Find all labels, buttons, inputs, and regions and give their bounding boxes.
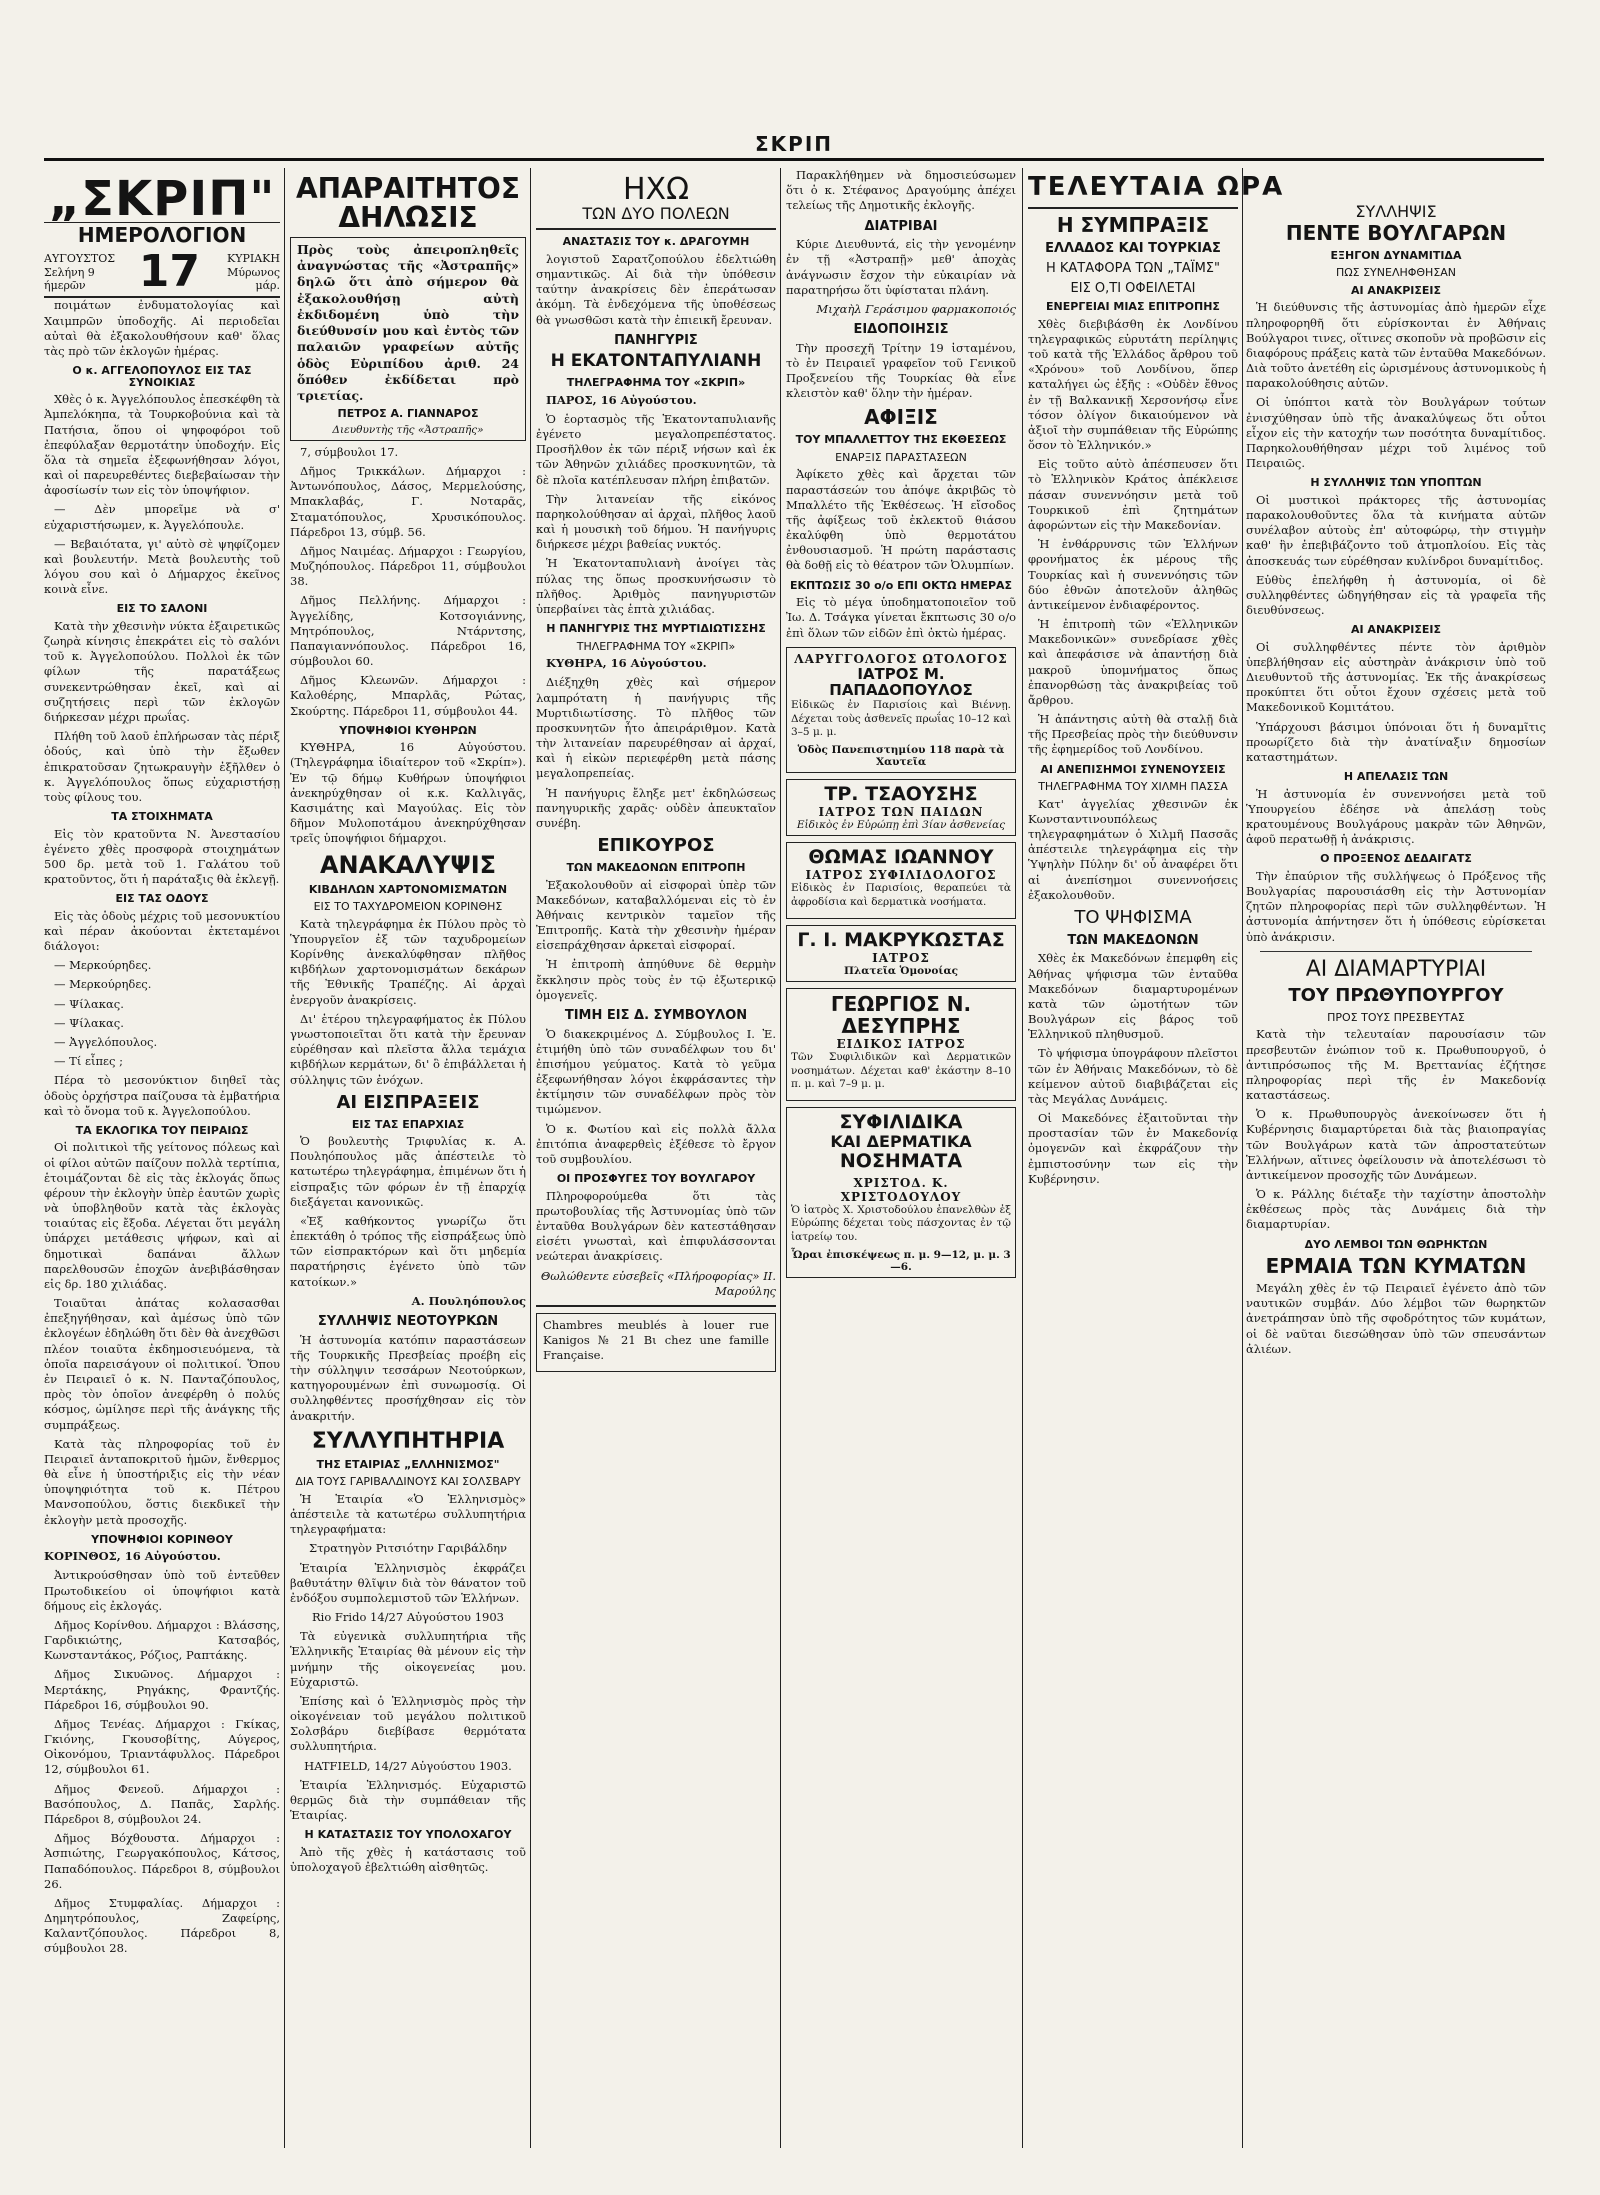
heading-telegram-2: ΤΗΛΕΓΡΑΦΗΜΑ ΤΟΥ «ΣΚΡΙΠ» [576, 639, 736, 653]
column-3: ΗΧΩ ΤΩΝ ΔΥΟ ΠΟΛΕΩΝ ΑΝΑΣΤΑΣΙΣ ΤΟΥ κ. ΔΡΑΓΟΥΜΗ λογιστοῦ Σαρατζοπούλου ἐδελτιώθη σημαντικῶς. Αἱ διὰ τὴν ὑπόθεσιν ταύτην ἀνακρίσεις δὲν ἐπεράτωσαν ἀκόμη. Τὰ ἐνδεχόμενα τῆς ὑποθέσεως θὰ γνωσθῶσι κατὰ τὴν ἐπιεικῆ ἔρευναν. ΠΑΝΗΓΥΡΙΣ Η ΕΚΑΤΟΝΤΑΠΥΛΙΑΝΗ ΤΗΛΕΓΡΑΦΗΜΑ ΤΟΥ «ΣΚΡΙΠ» ΠΑΡΟΣ, 16 Αὐγούστου. Ὁ ἑορτασμὸς τῆς Ἑκατονταπυλιανῆς ἐγένετο μεγαλοπρεπέστατος. Προσῆλθον ἐκ τῶν πέριξ νήσων καὶ ἐκ τῶν Ἀθηνῶν χιλιάδες προσκυνητῶν, τὰ δὲ πλοῖα κατέπλευσαν πλήρη ἐπιβατῶν. Τὴν λιτανείαν τῆς εἰκόνος παρηκολούθησαν αἱ ἀρχαὶ, πλῆθος λαοῦ καὶ ἡ μουσικὴ τοῦ δήμου. Ἡ πανήγυρις διήρκεσε μέχρι βαθείας νυκτός. Ἡ Ἑκατονταπυλιανὴ ἀνοίγει τὰς πύλας της ὅπως προσκυνήσωσιν τὸ πλῆθος. Ἀριθμὸς πανηγυριστῶν ὑπερβαίνει τὰς ἑπτὰ χιλιάδας. Η ΠΑΝΗΓΥΡΙΣ ΤΗΣ ΜΥΡΤΙΔΙΩΤΙΣΣΗΣ ΤΗΛΕΓΡΑΦΗΜΑ ΤΟΥ «ΣΚΡΙΠ» ΚΥΘΗΡΑ, 16 Αὐγούστου. Διέξηχθη χθὲς καὶ σήμερον λαμπρότατη ἡ πανήγυρις τῆς Μυρτιδιωτίσσης. Τὸ πλῆθος τῶν προσκυνητῶν ἦτο ἀπειράριθμον. Κατὰ τὴν λιτανείαν παρευρέθησαν αἱ ἀρχαί, καὶ ἡ εἰκὼν περιεφέρθη μετὰ πάσης μεγαλοπρεπείας. Ἡ πανήγυρις ἔληξε μετ' ἐκδηλώσεως πανηγυρικῆς χαρᾶς· οὐδὲν ἀπευκταῖον συνέβη. ΕΠΙΚΟΥΡΟΣ ΤΩΝ ΜΑΚΕΔΟΝΩΝ ΕΠΙΤΡΟΠΗ Ἐξακολουθοῦν αἱ εἰσφοραὶ ὑπὲρ τῶν Μακεδόνων, καταβαλλόμεναι εἰς τὸ ἐν Ἀθήναις κεντρικὸν ταμεῖον τῆς Ἐπιτροπῆς. Κατὰ τὴν χθεσινὴν ἡμέραν εἰσεπράχθησαν ἀρκεταὶ εἰσφοραί. Ἡ ἐπιτροπὴ ἀπηύθυνε δὲ θερμὴν ἔκκλησιν πρὸς τοὺς ἐν τῷ ἐξωτερικῷ ὁμογενεῖς. ΤΙΜΗ ΕΙΣ Δ. ΣΥΜΒΟΥΛΟΝ Ὁ διακεκριμένος Δ. Σύμβουλος Ι. Ἐ. ἐτιμήθη ὑπὸ τῶν συναδέλφων του δι' ἐπισήμου γεύματος. Κατὰ τὸ γεῦμα ἐξεφωνήθησαν λόγοι ἐκφράσαντες τὴν ἐκτίμησιν τῶν συναδέλφων πρὸς τὸν τιμώμενον. Ὁ κ. Φωτίου καὶ εἰς πολλὰ ἄλλα ἐπιτόπια ἀναφερθεὶς ἐξέθεσε τὸ ἔργον τοῦ συμβουλίου. ΟΙ ΠΡΟΣΦΥΓΕΣ ΤΟΥ ΒΟΥΛΓΑΡΟΥ Πληροφορούμεθα ὅτι τὰς πρωτοβουλίας τῆς Ἀστυνομίας ὑπὸ τῶν ἐνταῦθα Βουλγάρων δὲν κατεστάθησαν εἰσέτι γνωσταὶ, καὶ ἐπιφυλάσσονται νεώτεραι ἀνακρίσεις. Θωλώθεντε εὐσεβεῖς «Πλήροφορίας» ΙΙ. Μαρούλης Chambres meublés à louer rue Kanigos № 21 Bι chez une famille Française. [536, 168, 776, 2148]
month: ΑΥΓΟΥΣΤΟΣ [44, 251, 116, 265]
advert-name: ΙΑΤΡΟΣ Μ. ΠΑΠΑΔΟΠΟΥΛΟΣ [829, 664, 973, 700]
headline-echo: ΗΧΩ [622, 172, 690, 207]
advert-ioannou: ΘΩΜΑΣ ΙΩΑΝΝΟΥ ΙΑΤΡΟΣ ΣΥΦΙΛΙΔΟΛΟΓΟΣ Εἰδικὸς ἐν Παρισίοις, θεραπεύει τὰ ἀφροδίσια καὶ δερματικὰ νοσήματα. [786, 842, 1016, 919]
heading-festival: ΠΑΝΗΓΥΡΙΣ [614, 332, 698, 348]
headline-last-hour: ΤΕΛΕΥΤΑΙΑ ΩΡΑ [1028, 172, 1285, 202]
heading-resolution: ΤΟ ΨΗΦΙΣΜΑ [1074, 906, 1192, 928]
weekday: ΚΥΡΙΑΚΗ [227, 251, 280, 265]
advert-name: ΓΕΩΡΓΙΟΣ Ν. ΔΕΣΥΠΡΗΣ [830, 991, 972, 1038]
list-item: — Ψίλακας. [54, 1015, 124, 1030]
heading-waves: ΕΡΜΑΙΑ ΤΩΝ ΚΥΜΑΤΩΝ [1265, 1254, 1527, 1279]
advert-desypris: ΓΕΩΡΓΙΟΣ Ν. ΔΕΣΥΠΡΗΣ ΕΙΔΙΚΟΣ ΙΑΤΡΟΣ Τῶν Συφιλιδικῶν καὶ Δερματικῶν νοσημάτων. Δέχεται καθ' ἑκάστην 8–10 π. μ. καὶ 7–9 μ. μ. [786, 988, 1016, 1102]
heading-refugees: ΟΙ ΠΡΟΣΦΥΓΕΣ ΤΟΥ ΒΟΥΛΓΑΡΟΥ [556, 1172, 756, 1186]
heading-macedonian-committee: ΤΩΝ ΜΑΚΕΔΟΝΩΝ ΕΠΙΤΡΟΠΗ [566, 861, 746, 875]
heading-consul: Ο ΠΡΟΞΕΝΟΣ ΔΕΔΑΙΓΑΤΣ [1320, 852, 1472, 866]
heading-ekatontapyliani: Η ΕΚΑΤΟΝΤΑΠΥΛΙΑΝΗ [550, 351, 762, 372]
heading-how-arrested: ΠΩΣ ΣΥΝΕΛΗΦΘΗΣΑΝ [1335, 266, 1457, 280]
addressee: Στρατηγὸν Ριτσιότην Γαριβάλδην [308, 1541, 508, 1556]
headline-two-cities: ΤΩΝ ΔΥΟ ΠΟΛΕΩΝ [582, 203, 730, 223]
heading-ballet: ΤΟΥ ΜΠΑΛΛΕΤΤΟΥ ΤΗΣ ΕΚΘΕΣΕΩΣ [795, 433, 1007, 447]
heading-prime-minister: ΤΟΥ ΠΡΩΘΥΠΟΥΡΓΟΥ [1288, 984, 1504, 1006]
dateline-hatfield: HATFIELD, 14/27 Αὐγούστου 1903. [304, 1758, 512, 1773]
heading-counterfeit: ΚΙΒΔΗΛΩΝ ΧΑΡΤΟΝΟΜΙΣΜΑΤΩΝ [308, 882, 508, 896]
declaration-notice [290, 237, 526, 441]
column-rule [284, 168, 285, 2148]
heading-dynamite: ΕΞΗΓΟΝ ΔΥΝΑΜΙΤΙΔΑ [1330, 248, 1462, 262]
advert-role: ΙΑΤΡΟΣ [872, 950, 930, 965]
heading-myrtidiotissa: Η ΠΑΝΗΓΥΡΙΣ ΤΗΣ ΜΥΡΤΙΔΙΩΤΙΣΣΗΣ [546, 622, 766, 636]
heading-salon: ΕΙΣ ΤΟ ΣΑΛΟΝΙ [116, 602, 208, 616]
heading-society: ΤΗΣ ΕΤΑΙΡΙΑΣ „ΕΛΛΗΝΙΣΜΟΣ" [316, 1457, 500, 1471]
heading-post-office: ΕΙΣ ΤΟ ΤΑΧΥΔΡΟΜΕΙΟΝ ΚΟΡΙΝΘΗΣ [313, 900, 503, 914]
heading-arrest: ΣΥΛΛΗΨΙΣ [1355, 202, 1437, 221]
list-item: — Μερκούρηδες. [54, 958, 152, 973]
heading-five-bulgarians: ΠΕΝΤΕ ΒΟΥΛΓΑΡΩΝ [1285, 220, 1507, 245]
heading-interrogations-2: ΑΙ ΑΝΑΚΡΙΣΕΙΣ [1351, 623, 1441, 637]
heading-condolences: ΣΥΛΛΥΠΗΤΗΡΙΑ [311, 1428, 505, 1454]
column-rule [1242, 168, 1243, 2148]
advert-heading: ΝΟΣΗΜΑΤΑ [839, 1149, 963, 1172]
heading-revenue: ΑΙ ΕΙΣΠΡΑΞΕΙΣ [336, 1091, 480, 1113]
list-item: — Ψίλακας. [54, 996, 124, 1011]
dialogue-list [44, 958, 280, 1069]
dateline-paros: ΠΑΡΟΣ, 16 Αὐγούστου. [546, 392, 697, 407]
notice-role: Διευθυντὴς τῆς «Ἀστραπῆς» [332, 423, 484, 436]
list-item: — Τί εἶπες ; [54, 1054, 123, 1069]
heading-performances: ΕΝΑΡΞΙΣ ΠΑΡΑΣΤΑΣΕΩΝ [835, 450, 967, 464]
column-rule [1022, 168, 1023, 2148]
heading-garibaldi: ΔΙΑ ΤΟΥΣ ΓΑΡΙΒΑΛΔΙΝΟΥΣ ΚΑΙ ΣΟΛΣΒΑΡΥ [295, 1475, 521, 1489]
heading-discount: ΕΚΠΤΩΣΙΣ 30 ο/ο ΕΠΙ ΟΚΤΩ ΗΜΕΡΑΣ [789, 578, 1013, 592]
advert-name: ΘΩΜΑΣ ΙΩΑΝΝΟΥ [808, 846, 994, 869]
heading-dragoumis: ΑΝΑΣΤΑΣΙΣ ΤΟΥ κ. ΔΡΑΓΟΥΜΗ [562, 235, 750, 249]
advert-name: ΤΡ. ΤΣΑΟΥΣΗΣ [824, 783, 978, 806]
advert-address: Πλατεῖα Ὁμονοίας [844, 964, 958, 977]
heading-piraeus: ΤΑ ΕΚΛΟΓΙΚΑ ΤΟΥ ΠΕΙΡΑΙΩΣ [75, 1123, 249, 1137]
signature: Α. Πουληόπουλος [411, 1293, 526, 1308]
dateline-kythira: ΚΥΘΗΡΑ, 16 Αὐγούστου. [546, 656, 707, 671]
running-head-title: ΣΚΡΙΠ [755, 132, 833, 156]
column-rule [530, 168, 531, 2148]
advert-role: ΛΑΡΥΓΓΟΛΟΓΟΣ ΩΤΟΛΟΓΟΣ [794, 651, 1008, 666]
signature: Θωλώθεντε εὐσεβεῖς «Πλήροφορίας» ΙΙ. Μαρούλης [540, 1268, 776, 1298]
column-1: „ΣΚΡΙΠ" ΗΜΕΡΟΛΟΓΙΟΝ ΑΥΓΟΥΣΤΟΣ Σελήνη 9 ήμερῶν 17 ΚΥΡΙΑΚΗ Μύρωνος μάρ. ποιμάτων ἐνδυματολογίας καὶ Χαιμπρῶν ὑποδοχῆς. Αἱ περιοδεῖαι αὐταὶ θὰ ἐξακολουθήσουν καθ' ὅλας τὰς πρὸ τῶν ἐκλογῶν ἡμέρας. Ο κ. ΑΓΓΕΛΟΠΟΥΛΟΣ ΕΙΣ ΤΑΣ ΣΥΝΟΙΚΙΑΣ Χθὲς ὁ κ. Ἀγγελόπουλος ἐπεσκέφθη τὰ Ἀμπελόκηπα, τὰ Τουρκοβούνια καὶ τὰ Πατήσια, ὅπου οἱ ψηφοφόροι τοῦ ἐπεφύλαξαν θερμοτάτην ὑποδοχήν. Εἰς ὅλα τὰ σημεῖα ἐξεφωνήθησαν λόγοι, καὶ οἱ παρευρεθέντες διεβεβαίωσαν τὴν ἀφοσίωσίν των εἰς τὸν ὑποψήφιον. — Δὲν μπορεῖμε νὰ σ' εὐχαριστήσωμεν, κ. Ἀγγελόπουλε. — Βεβαιότατα, γι' αὐτὸ σὲ ψηφίζομεν καὶ βουλευτήν. Μετὰ βουλευτὴς τοῦ λόγου σου καὶ ὁ Δήμαρχος ἐκεῖνος κοινὰ εἶνε. ΕΙΣ ΤΟ ΣΑΛΟΝΙ Κατὰ τὴν χθεσινὴν νύκτα ἐξαιρετικῶς ζωηρὰ κίνησις ἐπεκράτει εἰς τὸ σαλόνι τοῦ κ. Ἀγγελοπούλου. Πολλοὶ ἐκ τῶν φίλων τῆς παρατάξεως συνεκεντρώθησαν ἐκεῖ, καὶ αἱ συζητήσεις περὶ τῶν ἐκλογῶν διήρκεσαν μέχρι πρωΐας. Πλήθη τοῦ λαοῦ ἐπλήρωσαν τὰς πέριξ ὁδούς, καὶ ὑπὸ τὴν ἔξωθεν ἐπικρατοῦσαν ζητωκραυγὴν ἐξῆλθεν ὁ κ. Ἀγγελόπουλος ὅπως εὐχαριστήσῃ τοὺς φίλους του. ΤΑ ΣΤΟΙΧΗΜΑΤΑ Εἰς τὸν κρατοῦντα Ν. Ἀνεστασίου ἐγένετο χθὲς προσφορὰ στοιχημάτων 500 δρ. μετὰ τοῦ 1. Γαλάτου τοῦ κρατοῦντος, ὅτι ἡ παράταξις θὰ ἐκλεγῇ. ΕΙΣ ΤΑΣ ΟΔΟΥΣ Εἰς τὰς ὁδοὺς μέχρις τοῦ μεσονυκτίου καὶ πέραν ἀκούονται ἐκτεταμένοι διάλογοι: — Μερκούρηδες. — Μερκούρηδες. — Ψίλακας. — Ψίλακας. — Ἀγγελόπουλος. — Τί εἶπες ; Πέρα τὸ μεσονύκτιον διηθεῖ τὰς ὁδοὺς ὀρχήστρα παίζουσα τὰ ἐμβατήρια καὶ τὸ ὄνομα τοῦ κ. Ἀγγελοπούλου. ΤΑ ΕΚΛΟΓΙΚΑ ΤΟΥ ΠΕΙΡΑΙΩΣ Οἱ πολιτικοὶ τῆς γείτονος πόλεως καὶ οἱ φίλοι αὐτῶν παίζουν πολλὰ τερτίπια, ἑτοιμάζονται δὲ εἰς τὰς ἐκλογάς ὅπως φέρουν τὴν ἐκλογὴν ὑπὲρ ἑαυτῶν χωρὶς νὰ ὑποβληθοῦν κατὰ τὰς ἐκλογὰς τοιαύτας εἰς ἔξοδα. Λέγεται ὅτι μεγάλη ὑπάρχει μετάθεσις ψήφων, καὶ αἱ δημοτικαὶ δαπάναι ἄλλων παρελθουσῶν ἐποχῶν ἀνεβιβάσθησαν εἰς δρ. 180 χιλιάδας. Τοιαῦται ἀπάτας κολασασθαι ἐπεξηγήθησαν, καὶ ἀμέσως ὑπὸ τῶν ἐκλογέων ἐδηλώθη ὅτι δὲν θὰ ἀνεχθῶσι πλέον τοιαῦτα ἐκδημοσιευόμενα, τὰ ὁποῖα παρεισάγουν οἱ πολιτικοί. Ὅπου ἐν Πειραιεῖ ὁ κ. Ν. Πανταζόπουλος, πρὸς τὸν ὁποῖον ἀνεφέρθη ὁ πολύς κόσμος, ὡμίλησε περὶ τῆς ἀνάγκης τῆς συμπράξεως. Κατὰ τὰς πληροφορίας τοῦ ἐν Πειραιεῖ ἀνταποκριτοῦ ἡμῶν, ἔνθερμος θὰ εἶνε ἡ ὑποστήριξις εἰς τὴν νέαν ὑποψηφιότητα τοῦ κ. Πέτρου Μανσοπούλου, ὅστις διεκδικεῖ τὴν ἐκλογὴν μετὰ προσοχῆς. ΥΠΟΨΗΦΙΟΙ ΚΟΡΙΝΘΟΥ ΚΟΡΙΝΘΟΣ, 16 Αὐγούστου. Ἀντικρούσθησαν ὑπὸ τοῦ ἐντεῦθεν Πρωτοδικείου οἱ ὑποψήφιοι κατὰ δήμους εἰς ἐκλογάς. Δῆμος Κορίνθου. Δήμαρχοι : Βλάσσης, Γαρδικιώτης, Κατσαβός, Κωνσταντάκος, Ρόζιος, Ραπτάκης. Δῆμος Σικυῶνος. Δήμαρχοι : Μερτάκης, Ρηγάκης, Φραντζής. Πάρεδροι 16, σύμβουλοι 90. Δῆμος Τενέας. Δήμαρχοι : Γκίκας, Γκιόνης, Γκουσοβίτης, Αύγερος, Οἰκονόμου, Τριαντάφυλλος. Πάρεδροι 12, σύμβουλοι 61. Δῆμος Φενεοῦ. Δήμαρχοι : Βασόπουλος, Δ. Παπᾶς, Σαρλής. Πάρεδροι 8, σύμβουλοι 24. Δῆμος Βόχθουστα. Δήμαρχοι : Ἀσπιώτης, Γεωργακόπουλος, Κάτσος, Παπαδόπουλος. Πάρεδροι 8, σύμβουλοι 26. Δῆμος Στυμφαλίας. Δήμαρχοι : Δημητρόπουλος, Ζαφείρης, Καλαντζόπουλος. Πάρεδροι 8, σύμβουλοι 28. [44, 171, 280, 1956]
advert-hours: Ὧραι ἐπισκέψεως π. μ. 9—12, μ. μ. 3—6. [791, 1249, 1011, 1274]
advert-name: ΧΡΙΣΤΟΔ. Κ. ΧΡΙΣΤΟΔΟΥΛΟΥ [840, 1175, 962, 1204]
heading-owed: ΕΙΣ Ο,ΤΙ ΟΦΕΙΛΕΤΑΙ [1070, 280, 1196, 296]
advert-name: Γ. Ι. ΜΑΚΡΥΚΩΣΤΑΣ [797, 928, 1005, 951]
heading-corinth: ΥΠΟΨΗΦΙΟΙ ΚΟΡΙΝΘΟΥ [91, 1532, 233, 1546]
advert-tsaousis [786, 779, 1016, 836]
running-head [44, 132, 1544, 161]
heading-interrogations-1: ΑΙ ΑΝΑΚΡΙΣΕΙΣ [1351, 283, 1441, 297]
advert-heading: ΚΑΙ ΔΕΡΜΑΤΙΚΑ [830, 1132, 972, 1152]
heading-bets: ΤΑ ΣΤΟΙΧΗΜΑΤΑ [111, 810, 213, 824]
dateline: ΚΟΡΙΝΘΟΣ, 16 Αὐγούστου. [44, 1549, 221, 1564]
heading-unofficial: ΑΙ ΑΝΕΠΙΣΗΜΟΙ ΣΥΝΕΝΟΥΣΕΙΣ [1040, 762, 1226, 776]
heading-discovery: ΑΝΑΚΑΛΥΨΙΣ [319, 850, 497, 879]
column-rule [780, 168, 781, 2148]
column-2: ΑΠΑΡΑΙΤΗΤΟΣ ΔΗΛΩΣΙΣ Πρὸς τοὺς ἀπειροπληθεῖς ἀναγνώστας τῆς «Ἀστραπῆς» δηλῶ ὅτι ἀπὸ σήμερον θὰ ἐξακολουθήσῃ αὐτὴ ἐκδιδομένη ὑπὸ τὴν διεύθυνσίν μου καὶ ἐντὸς τῶν παλαιῶν γραφείων αὐτῆς ὁδὸς Εὐριπίδου ἀριθ. 24 ὅπόθεν ἐκδίδεται πρὸ τριετίας. ΠΕΤΡΟΣ Α. ΓΙΑΝΝΑΡΟΣ Διευθυντὴς τῆς «Ἀστραπῆς» 7, σύμβουλοι 17. Δῆμος Τρικκάλων. Δήμαρχοι : Ἀντωνόπουλος, Δάσος, Μερμελούσης, Μπακλαβάς, Γ. Νοταρᾶς, Σταματόπουλος, Χρυσικόπουλος. Πάρεδροι 13, σύμβ. 56. Δῆμος Ναιμέας. Δήμαρχοι : Γεωργίου, Μυζηόπουλος. Πάρεδροι 11, σύμβουλοι 38. Δῆμος Πελλήνης. Δήμαρχοι : Ἀγγελίδης, Κοτσογιάννης, Μητρόπουλος, Ντάρντσης, Παπαγιαννόπουλος. Πάρεδροι 16, σύμβουλοι 60. Δῆμος Κλεωνῶν. Δήμαρχοι : Καλοθέρης, Μπαρλᾶς, Ρώτας, Σκούρτης. Πάρεδροι 11, σύμβουλοι 44. ΥΠΟΨΗΦΙΟΙ ΚΥΘΗΡΩΝ ΚΥΘΗΡΑ, 16 Αὐγούστου. (Τηλεγράφημα ἰδιαίτερον τοῦ «Σκρίπ»). Ἐν τῷ δήμῳ Κυθήρων ὑποψήφιοι ἀνεκηρύχθησαν οἱ κ.κ. Καλλιγᾶς, Κασιμάτης καὶ Μαγούλας. Εἰς τὸν δῆμον Μυλοποτάμου ἀνεκηρύχθησαν τρεῖς ὑποψήφιοι δήμαρχοι. ΑΝΑΚΑΛΥΨΙΣ ΚΙΒΔΗΛΩΝ ΧΑΡΤΟΝΟΜΙΣΜΑΤΩΝ ΕΙΣ ΤΟ ΤΑΧΥΔΡΟΜΕΙΟΝ ΚΟΡΙΝΘΗΣ Κατὰ τηλεγράφημα ἐκ Πύλου πρὸς τὸ Ὑπουργεῖον ἐξ τῶν ταχυδρομείων Κορίνθης ἀνεκαλύφθησαν πλῆθος κιβδήλων χαρτονομισμάτων δεκάρων τῆς Ἐθνικῆς Τραπέζης. Αἱ ἀρχαὶ ἐνεργοῦν ἀνακρίσεις. Δι' ἑτέρου τηλεγραφήματος ἐκ Πύλου γνωστοποιεῖται ὅτι κατὰ τὴν ἔρευναν εὑρέθησαν καὶ πλεῖστα ἄλλα τεμάχια κιβδήλων κερμάτων, δι' ὃ ἐπιβάλλεται ἡ σύλληψις τῶν ἐνόχων. ΑΙ ΕΙΣΠΡΑΞΕΙΣ ΕΙΣ ΤΑΣ ΕΠΑΡΧΙΑΣ Ὁ βουλευτὴς Τριφυλίας κ. Α. Πουληόπουλος μᾶς ἀπέστειλε τὸ κατωτέρω τηλεγράφημα, ἐπιμένων ὅτι ἡ εἰσπραξις τῶν φόρων ἐν τῇ ἐπαρχίᾳ διεξάγεται κανονικῶς. «Ἐξ καθήκοντος γνωρίζω ὅτι ἐπεκτάθη ὁ τρόπος τῆς εἰσπράξεως ὑπὸ τῶν εἰσπρακτόρων καὶ ὅτι μηδεμία παρατήρησις ἐγένετο ὑπὸ τῶν κατοίκων.» Α. Πουληόπουλος ΣΥΛΛΗΨΙΣ ΝΕΟΤΟΥΡΚΩΝ Ἡ ἀστυνομία κατόπιν παραστάσεων τῆς Τουρκικῆς Πρεσβείας προέβη εἰς τὴν σύλληψιν τεσσάρων Νεοτούρκων, κατηγορουμένων ἐπὶ συνωμοσίᾳ. Οἱ συλληφθέντες προσήχθησαν εἰς τὸν ἀνακριτήν. ΣΥΛΛΥΠΗΤΗΡΙΑ ΤΗΣ ΕΤΑΙΡΙΑΣ „ΕΛΛΗΝΙΣΜΟΣ" ΔΙΑ ΤΟΥΣ ΓΑΡΙΒΑΛΔΙΝΟΥΣ ΚΑΙ ΣΟΛΣΒΑΡΥ Ἡ Ἑταιρία «Ὁ Ἑλληνισμὸς» ἀπέστειλε τὰ κατωτέρω συλλυπητήρια τηλεγραφήματα: Στρατηγὸν Ριτσιότην Γαριβάλδην Ἑταιρία Ἑλληνισμὸς ἐκφράζει βαθυτάτην θλῖψιν διὰ τὸν θάνατον τοῦ ἐνδόξου συμπολεμιστοῦ τῶν Ἑλλήνων. Rio Frido 14/27 Αὐγούστου 1903 Τὰ εὐγενικὰ συλλυπητήρια τῆς Ἑλληνικῆς Ἑταιρίας θὰ μένουν εἰς τὴν μνήμην τῆς οἰκογενείας μου. Εὐχαριστῶ. Ἐπίσης καὶ ὁ Ἑλληνισμὸς πρὸς τὴν οἰκογένειαν τοῦ μεγάλου πολιτικοῦ Σολσβάρυ διεβίβασε θερμότατα συλλυπητήρια. HATFIELD, 14/27 Αὐγούστου 1903. Ἑταιρία Ἑλληνισμός. Εὐχαριστῶ θερμῶς διὰ τὴν συμπάθειαν τῆς Ἑταιρίας. Η ΚΑΤΑΣΤΑΣΙΣ ΤΟΥ ΥΠΟΛΟΧΑΓΟΥ Ἀπὸ τῆς χθὲς ἡ κατάστασις τοῦ ὑπολοχαγοῦ ἐβελτιώθη αἰσθητῶς. [290, 172, 526, 1875]
heading-cooperation: Η ΣΥΜΠΡΑΞΙΣ [1056, 213, 1210, 238]
heading-arrival: ΑΦΙΞΙΣ [864, 405, 938, 430]
advert-role: ΙΑΤΡΟΣ ΤΩΝ ΠΑΙΔΩΝ [818, 805, 984, 820]
dateline-rio: Rio Frido 14/27 Αὐγούστου 1903 [312, 1610, 504, 1625]
advert-heading: ΣΥΦΙΛΙΔΙΚΑ [839, 1111, 963, 1134]
heading-provinces: ΕΙΣ ΤΑΣ ΕΠΑΡΧΙΑΣ [351, 1117, 465, 1131]
advert-christodoulou: ΣΥΦΙΛΙΔΙΚΑ ΚΑΙ ΔΕΡΜΑΤΙΚΑ ΝΟΣΗΜΑΤΑ ΧΡΙΣΤΟΔ. Κ. ΧΡΙΣΤΟΔΟΥΛΟΥ Ὁ ἰατρὸς Χ. Χριστοδούλου ἐπανελθὼν ἐξ Εὐρώπης δέχεται τοὺς πάσχοντας ἐν τῷ ἰατρείῳ του. Ὧραι ἐπισκέψεως π. μ. 9—12, μ. μ. 3—6. [786, 1107, 1016, 1278]
date-box [44, 248, 280, 297]
list-item: — Ἀγγελόπουλος. [54, 1035, 158, 1049]
column-5: ΤΕΛΕΥΤΑΙΑ ΩΡΑ Η ΣΥΜΠΡΑΞΙΣ ΕΛΛΑΔΟΣ ΚΑΙ ΤΟΥΡΚΙΑΣ Η ΚΑΤΑΦΟΡΑ ΤΩΝ „ΤΑΪΜΣ" ΕΙΣ Ο,ΤΙ ΟΦΕΙΛΕΤΑΙ ΕΝΕΡΓΕΙΑΙ ΜΙΑΣ ΕΠΙΤΡΟΠΗΣ Χθὲς διεβιβάσθη ἐκ Λονδίνου τηλεγραφικῶς εὐρυτάτη περίληψις τοῦ κατὰ τῆς Ἑλλάδος ἄρθρου τοῦ «Χρόνου» τοῦ Λονδίνου, ὅπερ καταλήγει ὡς ἑξῆς : «Οὐδὲν ἔθνος ἐν τῇ Βαλκανικῇ Χερσονήσῳ εἶνε τόσον ὀλίγον δικαιούμενον νὰ ἀξιοῖ τὴν συμπάθειαν τῆς Εὐρώπης ὅσον τὸ Ἑλληνικόν.» Εἰς τοῦτο αὐτὸ ἀπέσπευσεν ὅτι τὸ Ἑλληνικὸν Κράτος ἀπέκλεισε πάσαν συνεννόησιν μετὰ τοῦ Τουρκικοῦ ἐπὶ ζητημάτων ἀφορώντων εἰς τὴν Μακεδονίαν. Ἡ ἐνθάρρυνσις τῶν Ἑλλήνων φρονήματος ἐκ μέρους τῆς Τουρκίας καὶ ἡ συνεννόησις τῶν δύο ἐθνῶν ἀποτελοῦν ἀληθῶς ἀντικείμενον ἐνδιαφέροντος. Ἡ ἐπιτροπὴ τῶν «Ἑλληνικῶν Μακεδονικῶν» συνεδρίασε χθὲς καὶ ἀπεφάσισε νὰ ἀπαντήσῃ διὰ μακροῦ ὑπομνήματος ὅπως ἐπανορθώσῃ τὰς ἀνακριβείας τοῦ ἄρθρου. Ἡ ἀπάντησις αὐτὴ θὰ σταλῇ διὰ τῆς Πρεσβείας πρὸς τὴν διεύθυνσιν τῆς ἐφημερίδος τοῦ Λονδίνου. ΑΙ ΑΝΕΠΙΣΗΜΟΙ ΣΥΝΕΝΟΥΣΕΙΣ ΤΗΛΕΓΡΑΦΗΜΑ ΤΟΥ ΧΙΛΜΗ ΠΑΣΣΑ Κατ' ἀγγελίας χθεσινῶν ἐκ Κωνσταντινουπόλεως τηλεγραφημάτων ὁ Χιλμῆ Πασσᾶς ἀπέστειλε τηλεγράφημα εἰς τὴν Ὑψηλὴν Πύλην δι' οὗ ἀναφέρει ὅτι αἱ ἀνεπίσημοι συνεννοήσεις ἐξακολουθοῦν. ΤΟ ΨΗΦΙΣΜΑ ΤΩΝ ΜΑΚΕΔΟΝΩΝ Χθὲς ἐκ Μακεδόνων ἐπεμφθη εἰς Ἀθήνας ψήφισμα τῶν ἐνταῦθα Μακεδόνων διαμαρτυρομένων κατὰ τῶν ὠμοτήτων τῶν Βουλγάρων εἰς βάρος τοῦ Ἑλληνικοῦ πληθυσμοῦ. Τὸ ψήφισμα ὑπογράφουν πλεῖστοι τῶν ἐν Ἀθήναις Μακεδόνων, τὸ δὲ κείμενον αὐτοῦ διαβιβάζεται εἰς τὰς Μεγάλας Δυνάμεις. Οἱ Μακεδόνες ἐξαιτοῦνται τὴν προστασίαν τῶν ἐν Μακεδονίᾳ ὁμογενῶν καὶ ἐκφράζουν τὴν ἐμπιστοσύνην των εἰς τὴν Κυβέρνησιν. [1028, 168, 1238, 2148]
masthead-title: „ΣΚΡΙΠ" [48, 171, 276, 227]
heading-ambassadors: ΠΡΟΣ ΤΟΥΣ ΠΡΕΣΒΕΥΤΑΣ [1327, 1010, 1465, 1024]
advert-role: ΙΑΤΡΟΣ ΣΥΦΙΛΙΔΟΛΟΓΟΣ [805, 868, 997, 883]
heading-lifeboats: ΔΥΟ ΛΕΜΒΟΙ ΤΩΝ ΘΩΡΗΚΤΩΝ [1304, 1237, 1488, 1251]
column-4: Παρακλήθημεν νὰ δημοσιεύσωμεν ὅτι ὁ κ. Στέφανος Δραγούμης ἀπέχει τελείως τῆς Δημοτικῆς ἐκλογῆς. ΔΙΑΤΡΙΒΑΙ Κύριε Διευθυντά, εἰς τὴν γενομένην ἐν τῇ «Ἀστραπῇ» μεθ' ἀποχὰς ἀνάγνωσιν ἔσχον τὴν εὐκαιρίαν νὰ παρατηρήσω ὅτι ὑφίσταται πλάνη. Μιχαὴλ Γεράσιμου φαρμακοποιός ΕΙΔΟΠΟΙΗΣΙΣ Τὴν προσεχῆ Τρίτην 19 ἰσταμένου, τὸ ἐν Πειραιεῖ γραφεῖον τοῦ Γενικοῦ Προξενείου τῆς Τουρκίας θὰ εἶνε κλειστὸν καθ' ὅλην τὴν ἡμέραν. ΑΦΙΞΙΣ ΤΟΥ ΜΠΑΛΛΕΤΤΟΥ ΤΗΣ ΕΚΘΕΣΕΩΣ ΕΝΑΡΞΙΣ ΠΑΡΑΣΤΑΣΕΩΝ Ἀφίκετο χθὲς καὶ ἄρχεται τῶν παραστάσεών του ἀπόψε ἀκριβῶς τὸ Μπαλλέτο τῆς Ἐκθέσεως. Ἡ εἴσοδος τῆς ἀφίξεως τοῦ ἐκλεκτοῦ θιάσου ἐκαλύφθη ὑπὸ θερμοτάτου ἐνθουσιασμοῦ. Ἡ πρώτη παράστασις θὰ δοθῇ εἰς τὸ θέατρον τῶν Ὀλυμπίων. ΕΚΠΤΩΣΙΣ 30 ο/ο ΕΠΙ ΟΚΤΩ ΗΜΕΡΑΣ Εἰς τὸ μέγα ὑποδηματοποιεῖον τοῦ Ἰω. Δ. Τσάγκα γίνεται ἔκπτωσις 30 ο/ο ἐπὶ ὅλων τῶν εἰδῶν ἐπὶ ὀκτὼ ἡμέρας. ΛΑΡΥΓΓΟΛΟΓΟΣ ΩΤΟΛΟΓΟΣ ΙΑΤΡΟΣ Μ. ΠΑΠΑΔΟΠΟΥΛΟΣ Εἰδικῶς ἐν Παρισίοις καὶ Βιέννῃ. Δέχεται τοὺς ἀσθενεῖς πρωΐας 10–12 καὶ 3–5 μ. μ. Ὁδὸς Πανεπιστημίου 118 παρὰ τὰ Χαυτεῖα ΤΡ. ΤΣΑΟΥΣΗΣ ΙΑΤΡΟΣ ΤΩΝ ΠΑΙΔΩΝ Εἰδικὸς ἐν Εὐρώπῃ ἐπὶ 3ίαν ἀσθενείας ΘΩΜΑΣ ΙΩΑΝΝΟΥ ΙΑΤΡΟΣ ΣΥΦΙΛΙΔΟΛΟΓΟΣ Εἰδικὸς ἐν Παρισίοις, θεραπεύει τὰ ἀφροδίσια καὶ δερματικὰ νοσήματα. Γ. Ι. ΜΑΚΡΥΚΩΣΤΑΣ ΙΑΤΡΟΣ Πλατεῖα Ὁμονοίας ΓΕΩΡΓΙΟΣ Ν. ΔΕΣΥΠΡΗΣ ΕΙΔΙΚΟΣ ΙΑΤΡΟΣ Τῶν Συφιλιδικῶν καὶ Δερματικῶν νοσημάτων. Δέχεται καθ' ἑκάστην 8–10 π. μ. καὶ 7–9 μ. μ. ΣΥΦΙΛΙΔΙΚΑ ΚΑΙ ΔΕΡΜΑΤΙΚΑ ΝΟΣΗΜΑΤΑ ΧΡΙΣΤΟΔ. Κ. ΧΡΙΣΤΟΔΟΥΛΟΥ Ὁ ἰατρὸς Χ. Χριστοδούλου ἐπανελθὼν ἐξ Εὐρώπης δέχεται τοὺς πάσχοντας ἐν τῷ ἰατρείῳ του. Ὧραι ἐπισκέψεως π. μ. 9—12, μ. μ. 3—6. [786, 168, 1016, 2148]
day-number: 17 [138, 246, 201, 298]
heading-lieutenant: Η ΚΑΤΑΣΤΑΣΙΣ ΤΟΥ ΥΠΟΛΟΧΑΓΟΥ [304, 1828, 512, 1842]
heading-relief: ΕΠΙΚΟΥΡΟΣ [597, 835, 715, 857]
classified-text: Chambres meublés à louer rue Kanigos № 21 Bι chez une famille Française. [543, 1317, 769, 1363]
advert-address: Ὁδὸς Πανεπιστημίου 118 παρὰ τὰ Χαυτεῖα [797, 744, 1005, 769]
heading-deportation: Η ΑΠΕΛΑΣΙΣ ΤΩΝ [1343, 770, 1449, 784]
notice-signature: ΠΕΤΡΟΣ Α. ΓΙΑΝΝΑΡΟΣ [337, 407, 479, 421]
advert-makrykostas [786, 925, 1016, 982]
advert-text: Εἰδικὸς ἐν Εὐρώπῃ ἐπὶ 3ίαν ἀσθενείας [796, 819, 1006, 832]
heading-hilmi-telegram: ΤΗΛΕΓΡΑΦΗΜΑ ΤΟΥ ΧΙΛΜΗ ΠΑΣΣΑ [1038, 780, 1228, 794]
moon-phase: Σελήνη 9 ήμερῶν [44, 265, 95, 293]
notice-text: Πρὸς τοὺς ἀπειροπληθεῖς ἀναγνώστας τῆς «Ἀστραπῆς» δηλῶ ὅτι ἀπὸ σήμερον θὰ ἐξακολουθήσῃ αὐτὴ ἐκδιδομένη ὑπὸ τὴν διεύθυνσίν μου καὶ ἐντὸς τῶν παλαιῶν γραφείων αὐτῆς ὁδὸς Εὐριπίδου ἀριθ. 24 ὅπόθεν ἐκδίδεται πρὸ τριετίας. [297, 241, 519, 404]
heading-macedonians: ΤΩΝ ΜΑΚΕΔΟΝΩΝ [1067, 932, 1199, 948]
heading-times: Η ΚΑΤΑΦΟΡΑ ΤΩΝ „ΤΑΪΜΣ" [1045, 260, 1221, 276]
classified-ad [536, 1313, 776, 1373]
heading-young-turks: ΣΥΛΛΗΨΙΣ ΝΕΟΤΟΥΡΚΩΝ [317, 1314, 499, 1329]
signature: Μιχαὴλ Γεράσιμου φαρμακοποιός [816, 301, 1016, 316]
advert-laryngologist: ΛΑΡΥΓΓΟΛΟΓΟΣ ΩΤΟΛΟΓΟΣ ΙΑΤΡΟΣ Μ. ΠΑΠΑΔΟΠΟΥΛΟΣ Εἰδικῶς ἐν Παρισίοις καὶ Βιέννῃ. Δέχεται τοὺς ἀσθενεῖς πρωΐας 10–12 καὶ 3–5 μ. μ. Ὁδὸς Πανεπιστημίου 118 παρὰ τὰ Χαυτεῖα [786, 647, 1016, 774]
heading-greece-turkey: ΕΛΛΑΔΟΣ ΚΑΙ ΤΟΥΡΚΙΑΣ [1045, 241, 1221, 257]
calendar-label: ΗΜΕΡΟΛΟΓΙΟΝ [77, 223, 247, 248]
headline-declaration: ΑΠΑΡΑΙΤΗΤΟΣ ΔΗΛΩΣΙΣ [296, 172, 520, 235]
heading-protests: ΑΙ ΔΙΑΜΑΡΤΥΡΙΑΙ [1305, 956, 1487, 982]
saint-day: Μύρωνος μάρ. [227, 265, 280, 293]
list-item: — Μερκούρηδες. [54, 977, 152, 992]
column-6: ΣΥΛΛΗΨΙΣ ΠΕΝΤΕ ΒΟΥΛΓΑΡΩΝ ΕΞΗΓΟΝ ΔΥΝΑΜΙΤΙΔΑ ΠΩΣ ΣΥΝΕΛΗΦΘΗΣΑΝ ΑΙ ΑΝΑΚΡΙΣΕΙΣ Ἡ διεύθυνσις τῆς ἀστυνομίας ἀπὸ ἡμερῶν εἶχε πληροφορηθῆ ὅτι εὑρίσκονται ἐν Ἀθήναις Βούλγαροι τινες, οἵτινες σκοποῦν νὰ προβῶσιν εἰς διαφόρους πράξεις κατὰ τῶν ἐνταῦθα Μακεδόνων. Διὰ τοῦτο ἀνετέθη εἰς ὡρισμένους ἀστυνομικοὺς ἡ παρακολούθησις αὐτῶν. Οἱ ὑπόπτοι κατὰ τὸν Βουλγάρων τούτων ἐνισχύθησαν ὑπὸ τῆς ἀνακαλύψεως ὅτι οὗτοι εἶχον εἰς τὴν κατοχήν των ποσότητα δυναμίτιδος. Παρηκολουθήθησαν μέχρι τοῦ λιμένος τοῦ Πειραιῶς. Η ΣΥΛΛΗΨΙΣ ΤΩΝ ΥΠΟΠΤΩΝ Οἱ μυστικοὶ πράκτορες τῆς ἀστυνομίας παρακολουθοῦντες ὅλα τὰ κινήματα αὐτῶν συνέλαβον αὐτοὺς ἐπ' αὐτοφώρῳ, τὴν στιγμὴν καθ' ἣν ἐπεβιβάζοντο τοῦ ἀτμοπλοίου. Εἰς τὰς ἀποσκευάς των εὑρέθησαν κυλίνδροι δυναμίτιδος. Εὐθὺς ἐπελήφθη ἡ ἀστυνομία, οἱ δὲ συλληφθέντες ὡδηγήθησαν εἰς τὰ γραφεῖα τῆς διευθύνσεως. ΑΙ ΑΝΑΚΡΙΣΕΙΣ Οἱ συλληφθέντες πέντε τὸν ἀριθμὸν ὑπεβλήθησαν εἰς αὐστηρὰν ἀνάκρισιν ὑπὸ τοῦ Διευθυντοῦ τῆς ἀστυνομίας. Ἐκ τῆς ἀνακρίσεως προκύπτει ὅτι οὗτοι ἔχουν σχέσεις μετὰ τοῦ Μακεδονικοῦ Κομιτάτου. Ὑπάρχουσι βάσιμοι ὑπόνοιαι ὅτι ἡ δυναμῖτις προωρίζετο διὰ τὴν ἀνατίναξιν δημοσίων καταστημάτων. Η ΑΠΕΛΑΣΙΣ ΤΩΝ Ἡ ἀστυνομία ἐν συνεννοήσει μετὰ τοῦ Ὑπουργείου ἐδέησε νὰ ἀπελάσῃ τοὺς κρατουμένους Βουλγάρους μακρὰν τῶν Ἀθηνῶν, ἀφοῦ περατωθῇ ἡ ἀνάκρισις. Ο ΠΡΟΞΕΝΟΣ ΔΕΔΑΙΓΑΤΣ Τὴν ἐπαύριον τῆς συλλήψεως ὁ Πρόξενος τῆς Βουλγαρίας παρουσιάσθη εἰς τὴν Ἀστυνομίαν ζητῶν πληροφορίας περὶ τῶν συλληφθέντων. Ἡ ἀστυνομία ἀπήντησεν ὅτι ἡ ὑπόθεσις εὑρίσκεται ὑπὸ ἀνάκρισιν. ΑΙ ΔΙΑΜΑΡΤΥΡΙΑΙ ΤΟΥ ΠΡΩΘΥΠΟΥΡΓΟΥ ΠΡΟΣ ΤΟΥΣ ΠΡΕΣΒΕΥΤΑΣ Κατὰ τὴν τελευταίαν παρουσίασιν τῶν πρεσβευτῶν ἐνώπιον τοῦ κ. Πρωθυπουργοῦ, ὁ ἀντιπρόσωπος τῆς Μ. Βρεττανίας ἐζήτησε πληροφορίας περὶ τῆς ἐν Μακεδονίᾳ καταστάσεως. Ὁ κ. Πρωθυπουργὸς ἀνεκοίνωσεν ὅτι ἡ Κυβέρνησις διαμαρτύρεται διὰ τὰς βιαιοπραγίας τῶν Βουλγάρων κατὰ τῶν ἀπροστατεύτων Ἑλλήνων, αἵτινες ὀφείλουσιν νὰ ἀποτελέσωσι τὸ ἀντικείμενον προσοχῆς τῶν Δυνάμεων. Ὁ κ. Ράλλης διέταξε τὴν ταχίστην ἀποστολὴν ἐκθέσεως πρὸς τὰς Δυνάμεις διὰ τὴν διαμαρτυρίαν. ΔΥΟ ΛΕΜΒΟΙ ΤΩΝ ΘΩΡΗΚΤΩΝ ΕΡΜΑΙΑ ΤΩΝ ΚΥΜΑΤΩΝ Μεγάλη χθὲς ἐν τῷ Πειραιεῖ ἐγένετο ἀπὸ τῶν ναυτικῶν συμβάν. Δύο λέμβοι τῶν θωρηκτῶν ἀνετράπησαν ὑπὸ τῆς σφοδρότητος τῶν κυμάτων, οἱ δὲ ναῦται διεσώθησαν ὑπὸ τῶν σπευσάντων ἀλιέων. [1246, 202, 1546, 1356]
heading-angelopoulos: Ο κ. ΑΓΓΕΛΟΠΟΥΛΟΣ ΕΙΣ ΤΑΣ ΣΥΝΟΙΚΙΑΣ [72, 364, 252, 389]
heading-honor: ΤΙΜΗ ΕΙΣ Δ. ΣΥΜΒΟΥΛΟΝ [564, 1007, 748, 1023]
heading-kythira-candidates: ΥΠΟΨΗΦΙΟΙ ΚΥΘΗΡΩΝ [339, 723, 477, 737]
heading-notice: ΕΙΔΟΠΟΙΗΣΙΣ [853, 322, 949, 338]
heading-arrest-suspects: Η ΣΥΛΛΗΨΙΣ ΤΩΝ ΥΠΟΠΤΩΝ [1310, 476, 1482, 490]
calendar-box [44, 222, 280, 298]
heading-streets: ΕΙΣ ΤΑΣ ΟΔΟΥΣ [115, 892, 209, 906]
heading-telegram-1: ΤΗΛΕΓΡΑΦΗΜΑ ΤΟΥ «ΣΚΡΙΠ» [566, 376, 746, 390]
heading-committee: ΕΝΕΡΓΕΙΑΙ ΜΙΑΣ ΕΠΙΤΡΟΠΗΣ [1046, 300, 1220, 314]
heading-dissertations: ΔΙΑΤΡΙΒΑΙ [864, 218, 938, 234]
advert-role: ΕΙΔΙΚΟΣ ΙΑΤΡΟΣ [836, 1036, 966, 1051]
